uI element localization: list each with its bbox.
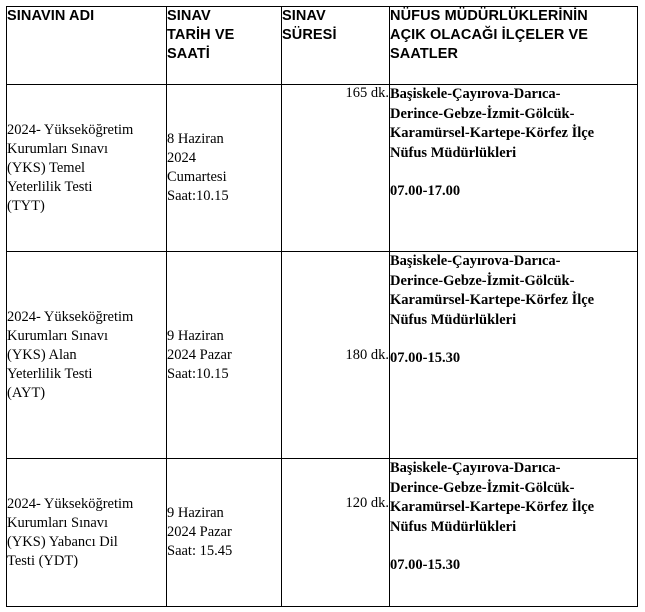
header-exam-name	[7, 7, 167, 85]
exam-date-line: Saat:10.15	[167, 188, 229, 204]
exam-name-line: 2024- Yükseköğretim	[7, 308, 134, 325]
exam-date-line: 9 Haziran	[167, 327, 224, 344]
header-duration	[282, 7, 390, 85]
exam-name-line: Yeterlilik Testi	[7, 178, 93, 195]
exam-name-line: Kurumları Sınavı	[7, 514, 109, 531]
exam-date-line: 2024 Pazar	[167, 346, 232, 363]
offices-line: Başiskele-Çayırova-Darıca-	[390, 86, 561, 102]
exam-schedule-table	[6, 6, 638, 607]
exam-name-cell	[7, 85, 167, 252]
header-date-line: SAATİ	[167, 46, 210, 62]
exam-name-line: 2024- Yükseköğretim	[7, 495, 134, 512]
header-date-line: TARİH VE	[167, 27, 235, 43]
exam-name-line: (TYT)	[7, 197, 45, 214]
exam-date-line: Saat: 15.45	[167, 543, 233, 559]
exam-date-line: 8 Haziran	[167, 131, 224, 147]
offices-cell	[390, 459, 638, 607]
office-hours: 07.00-15.30	[390, 557, 461, 573]
offices-line: Karamürsel-Kartepe-Körfez İlçe	[390, 292, 595, 308]
exam-name-cell	[7, 459, 167, 607]
offices-line: Nüfus Müdürlükleri	[390, 518, 517, 535]
header-row	[7, 7, 638, 85]
exam-date-cell	[167, 252, 282, 459]
header-offices	[390, 7, 638, 85]
exam-date-cell	[167, 459, 282, 607]
office-hours: 07.00-15.30	[390, 350, 461, 366]
exam-name-line: (YKS) Yabancı Dil	[7, 533, 118, 550]
exam-duration-cell: 120 dk.	[282, 459, 390, 607]
offices-line: Derince-Gebze-İzmit-Gölcük-	[390, 272, 575, 289]
exam-duration-cell: 180 dk.	[282, 252, 390, 459]
exam-name-line: Kurumları Sınavı	[7, 327, 109, 344]
header-offices-line: NÜFUS MÜDÜRLÜKLERİNİN	[390, 8, 588, 24]
exam-date-cell	[167, 85, 282, 252]
exam-name-line: 2024- Yükseköğretim	[7, 121, 134, 138]
exam-date-line: Saat:10.15	[167, 365, 229, 382]
offices-line: Karamürsel-Kartepe-Körfez İlçe	[390, 499, 595, 515]
header-offices-line: AÇIK OLACAĞI İLÇELER VE	[390, 27, 589, 43]
exam-name-line: (AYT)	[7, 384, 46, 401]
exam-date-line: 2024 Pazar	[167, 524, 232, 540]
office-hours: 07.00-17.00	[390, 183, 461, 199]
table-row	[7, 459, 638, 607]
exam-date-line: 2024	[167, 150, 196, 166]
offices-line: Nüfus Müdürlükleri	[390, 144, 517, 161]
header-duration-line: SÜRESİ	[282, 27, 337, 43]
header-offices-line: SAATLER	[390, 46, 459, 62]
exam-duration-cell: 165 dk.	[282, 85, 390, 252]
exam-name-line: (YKS) Alan	[7, 346, 77, 363]
exam-name-line: (YKS) Temel	[7, 159, 86, 176]
offices-line: Başiskele-Çayırova-Darıca-	[390, 460, 561, 476]
table-row	[7, 252, 638, 459]
exam-name-line: Kurumları Sınavı	[7, 140, 109, 157]
offices-line: Derince-Gebze-İzmit-Gölcük-	[390, 105, 575, 122]
table-row	[7, 85, 638, 252]
header-date-time	[167, 7, 282, 85]
offices-line: Nüfus Müdürlükleri	[390, 311, 517, 328]
exam-date-line: 9 Haziran	[167, 505, 224, 521]
offices-line: Derince-Gebze-İzmit-Gölcük-	[390, 479, 575, 496]
exam-date-line: Cumartesi	[167, 169, 227, 185]
header-date-line: SINAV	[167, 8, 211, 24]
exam-name-line: Yeterlilik Testi	[7, 365, 93, 382]
exam-name-cell	[7, 252, 167, 459]
offices-cell	[390, 252, 638, 459]
exam-name-line: Testi (YDT)	[7, 552, 79, 569]
header-exam-name-text: SINAVIN ADI	[7, 8, 95, 24]
header-duration-line: SINAV	[282, 8, 326, 24]
offices-line: Karamürsel-Kartepe-Körfez İlçe	[390, 125, 595, 141]
offices-cell	[390, 85, 638, 252]
offices-line: Başiskele-Çayırova-Darıca-	[390, 253, 561, 269]
